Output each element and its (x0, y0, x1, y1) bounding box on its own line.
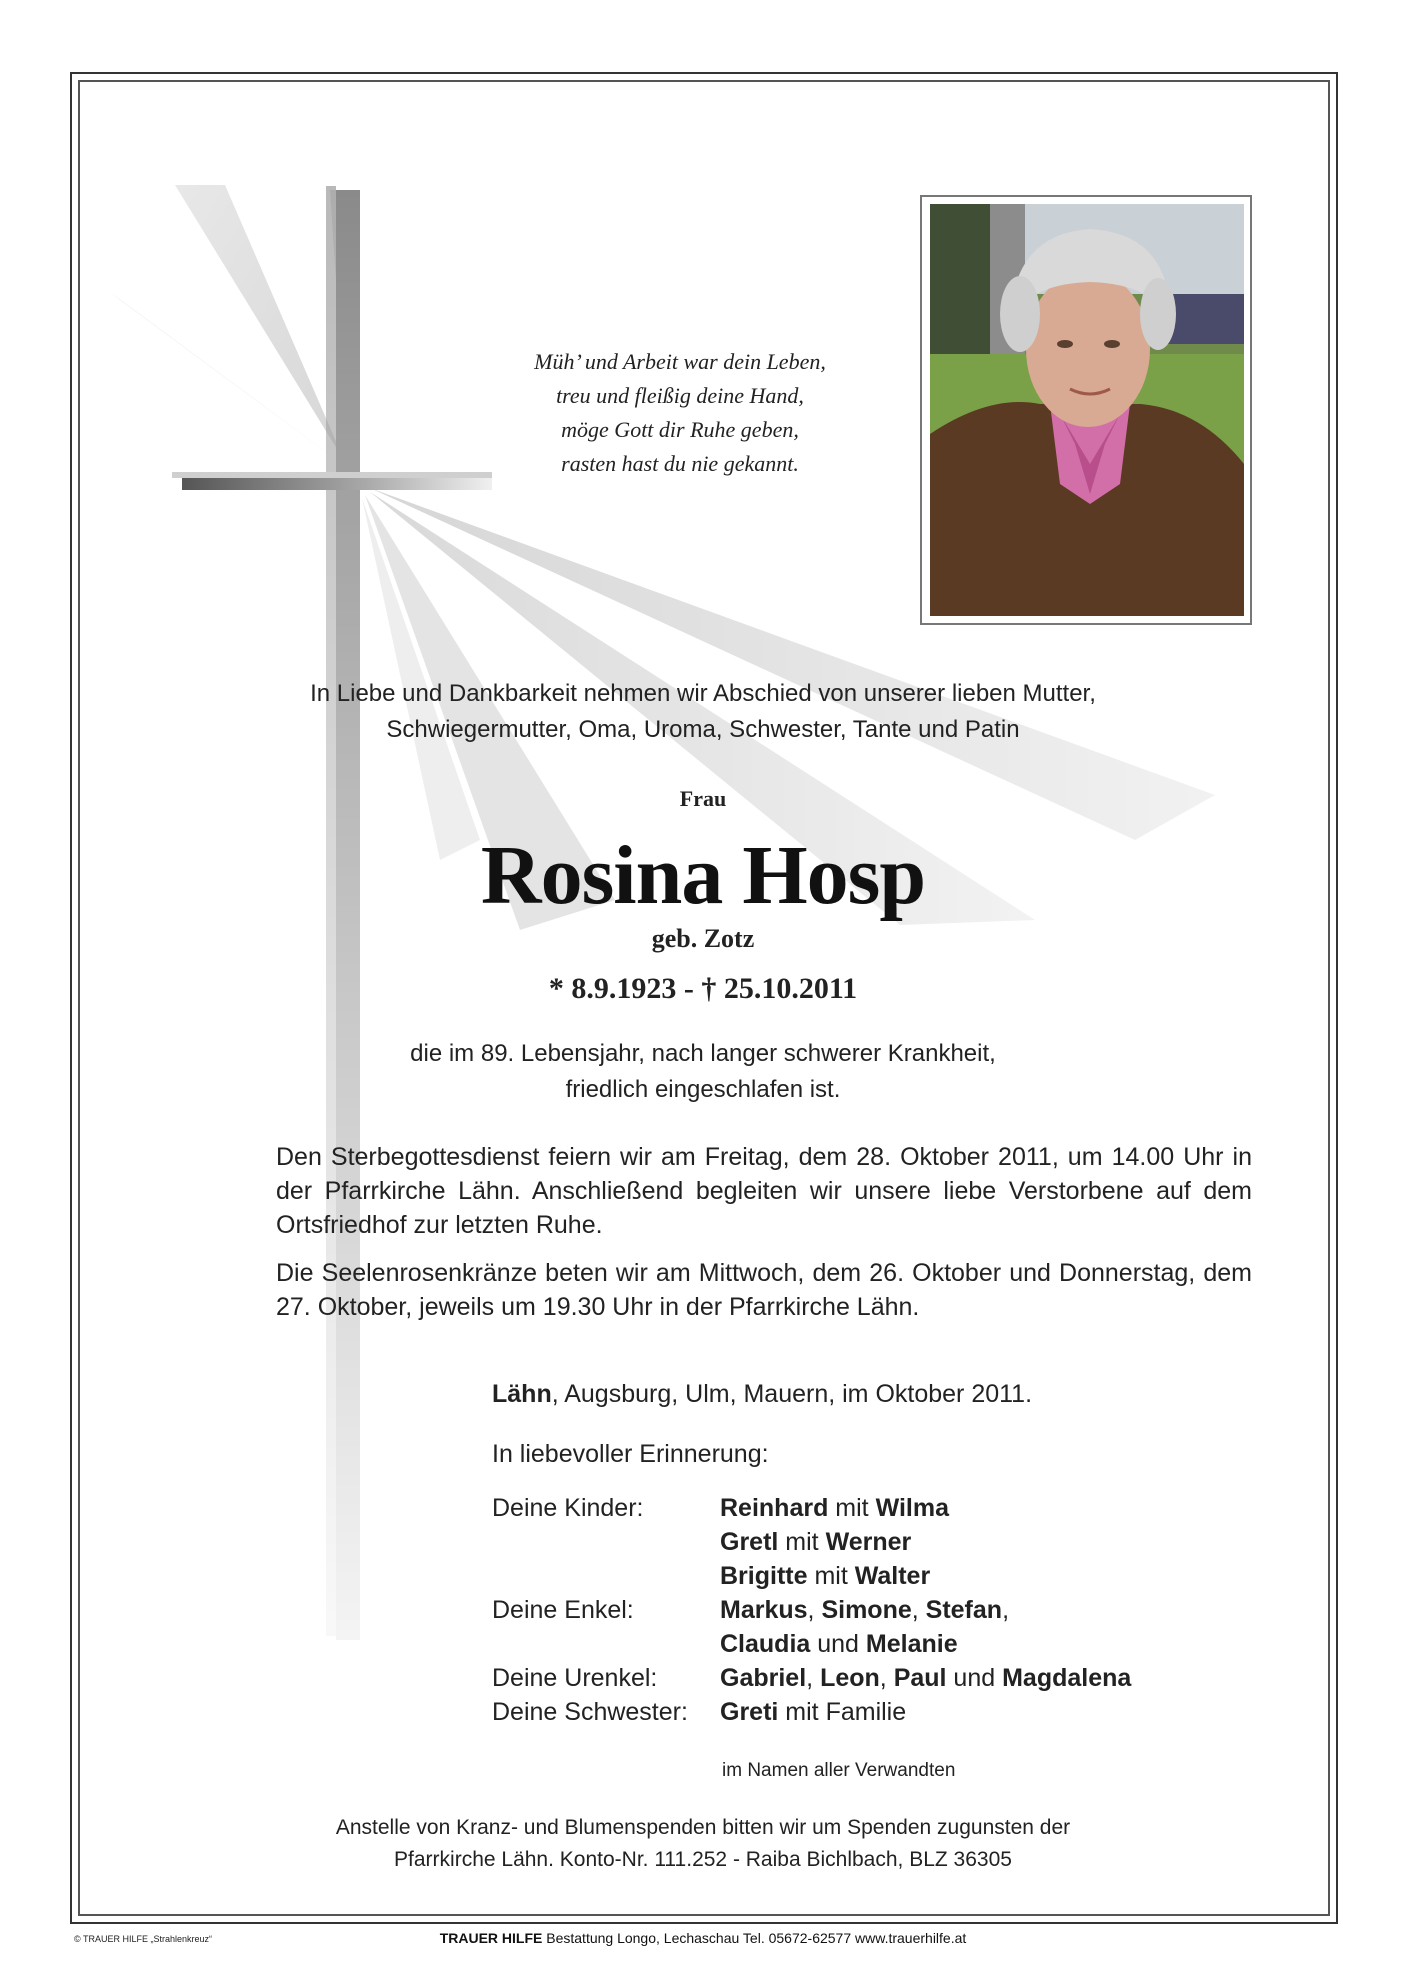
children-row-1 (492, 1494, 949, 1523)
partner-name: Walter (854, 1562, 931, 1590)
conjunction: und (946, 1664, 1003, 1692)
conjunction: und (810, 1630, 866, 1658)
sister-name: Greti (720, 1698, 779, 1726)
verse-line: rasten hast du nie gekannt. (561, 451, 799, 476)
portrait-photo (930, 204, 1244, 616)
footer-details: Bestattung Longo, Lechaschau Tel. 05672-62577 www.trauerhilfe.at (542, 1930, 967, 1946)
cross-vertical (336, 190, 360, 1640)
place-date (492, 1380, 1032, 1409)
maiden-name: geb. Zotz (651, 924, 755, 953)
child-name: Reinhard (720, 1494, 829, 1522)
children-row-3 (492, 1562, 930, 1591)
relatives-note: im Namen aller Verwandten (722, 1760, 956, 1781)
grandchild-name: Markus (720, 1596, 808, 1624)
separator: , (911, 1596, 926, 1624)
passing-line: die im 89. Lebensjahr, nach langer schwerer Krankheit, (410, 1040, 996, 1067)
ray-upper-2 (110, 292, 345, 466)
place-town: Lähn (492, 1380, 552, 1408)
donation-line: Pfarrkirche Lähn. Konto-Nr. 111.252 - Raiba Bichlbach, BLZ 36305 (394, 1848, 1012, 1871)
partner-name: Wilma (875, 1494, 949, 1522)
separator: , (879, 1664, 894, 1692)
great-grandchildren-row (492, 1664, 1131, 1693)
cross-horizontal-shadow (172, 472, 492, 478)
grandchildren-row-1 (492, 1596, 1009, 1625)
great-grandchild-name: Gabriel (720, 1664, 807, 1692)
memory-heading: In liebevoller Erinnerung: (492, 1440, 769, 1468)
grandchild-name: Stefan (925, 1596, 1003, 1624)
rosary-paragraph: Die Seelenrosenkränze beten wir am Mittwoch, dem 26. Oktober und Donnerstag, dem 27. Oktober, jeweils um 19.30 Uhr in der Pfarrkirche Lähn. (276, 1259, 1252, 1321)
grandchildren-row-2 (492, 1630, 958, 1659)
grandchild-name: Claudia (720, 1630, 811, 1658)
farewell-intro (250, 676, 1156, 748)
passing-line: friedlich eingeschlafen ist. (565, 1076, 841, 1103)
donation-note (270, 1812, 1136, 1876)
life-dates: * 8.9.1923 - † 25.10.2011 (548, 972, 858, 1005)
ray-upper-1 (175, 185, 345, 462)
intro-line: Schwiegermutter, Oma, Uroma, Schwester, Tante und Patin (386, 716, 1020, 743)
great-grandchild-name: Paul (893, 1664, 947, 1692)
service-paragraph: Den Sterbegottesdienst feiern wir am Freitag, dem 28. Oktober 2011, um 14.00 Uhr in der Pfarrkirche Lähn. Anschließend begleiten wir unsere liebe Verstorbene auf dem Ortsfriedhof zur letzten Ruhe. (276, 1143, 1252, 1239)
memorial-verse (470, 345, 890, 481)
verse-line: möge Gott dir Ruhe geben, (561, 417, 799, 442)
child-name: Brigitte (720, 1562, 808, 1590)
salutation: Frau (679, 786, 727, 811)
intro-line: In Liebe und Dankbarkeit nehmen wir Abschied von unserer lieben Mutter, (310, 680, 1096, 707)
footer-brand: TRAUER HILFE (439, 1930, 543, 1946)
copyright-note: © TRAUER HILFE „Strahlenkreuz“ (74, 1934, 213, 1944)
separator: , (1002, 1596, 1010, 1624)
grandchild-name: Melanie (865, 1630, 958, 1658)
passing-note (303, 1036, 1103, 1108)
grandchildren-label: Deine Enkel: (492, 1596, 634, 1624)
conjunction: mit (778, 1528, 826, 1556)
separator: , (807, 1596, 822, 1624)
footer-contact (300, 1930, 1106, 1946)
separator: , (806, 1664, 821, 1692)
sister-label: Deine Schwester: (492, 1698, 688, 1726)
children-label: Deine Kinder: (492, 1494, 644, 1522)
great-grandchild-name: Leon (820, 1664, 880, 1692)
sister-row (492, 1698, 906, 1727)
sister-rest: mit Familie (778, 1698, 907, 1726)
conjunction: mit (807, 1562, 855, 1590)
great-grandchildren-label: Deine Urenkel: (492, 1664, 658, 1692)
verse-line: treu und fleißig deine Hand, (556, 383, 804, 408)
grandchild-name: Simone (821, 1596, 912, 1624)
great-grandchild-name: Magdalena (1002, 1664, 1132, 1692)
deceased-name: Rosina Hosp (480, 829, 926, 922)
cross-horizontal (182, 478, 492, 490)
children-row-2 (492, 1528, 911, 1557)
place-rest: , Augsburg, Ulm, Mauern, im Oktober 2011. (551, 1380, 1033, 1408)
child-name: Gretl (720, 1528, 779, 1556)
cross-vertical-shadow (326, 186, 336, 1636)
conjunction: mit (828, 1494, 876, 1522)
verse-line: Müh’ und Arbeit war dein Leben, (534, 349, 826, 374)
donation-line: Anstelle von Kranz- und Blumenspenden bitten wir um Spenden zugunsten der (335, 1816, 1071, 1839)
partner-name: Werner (825, 1528, 912, 1556)
